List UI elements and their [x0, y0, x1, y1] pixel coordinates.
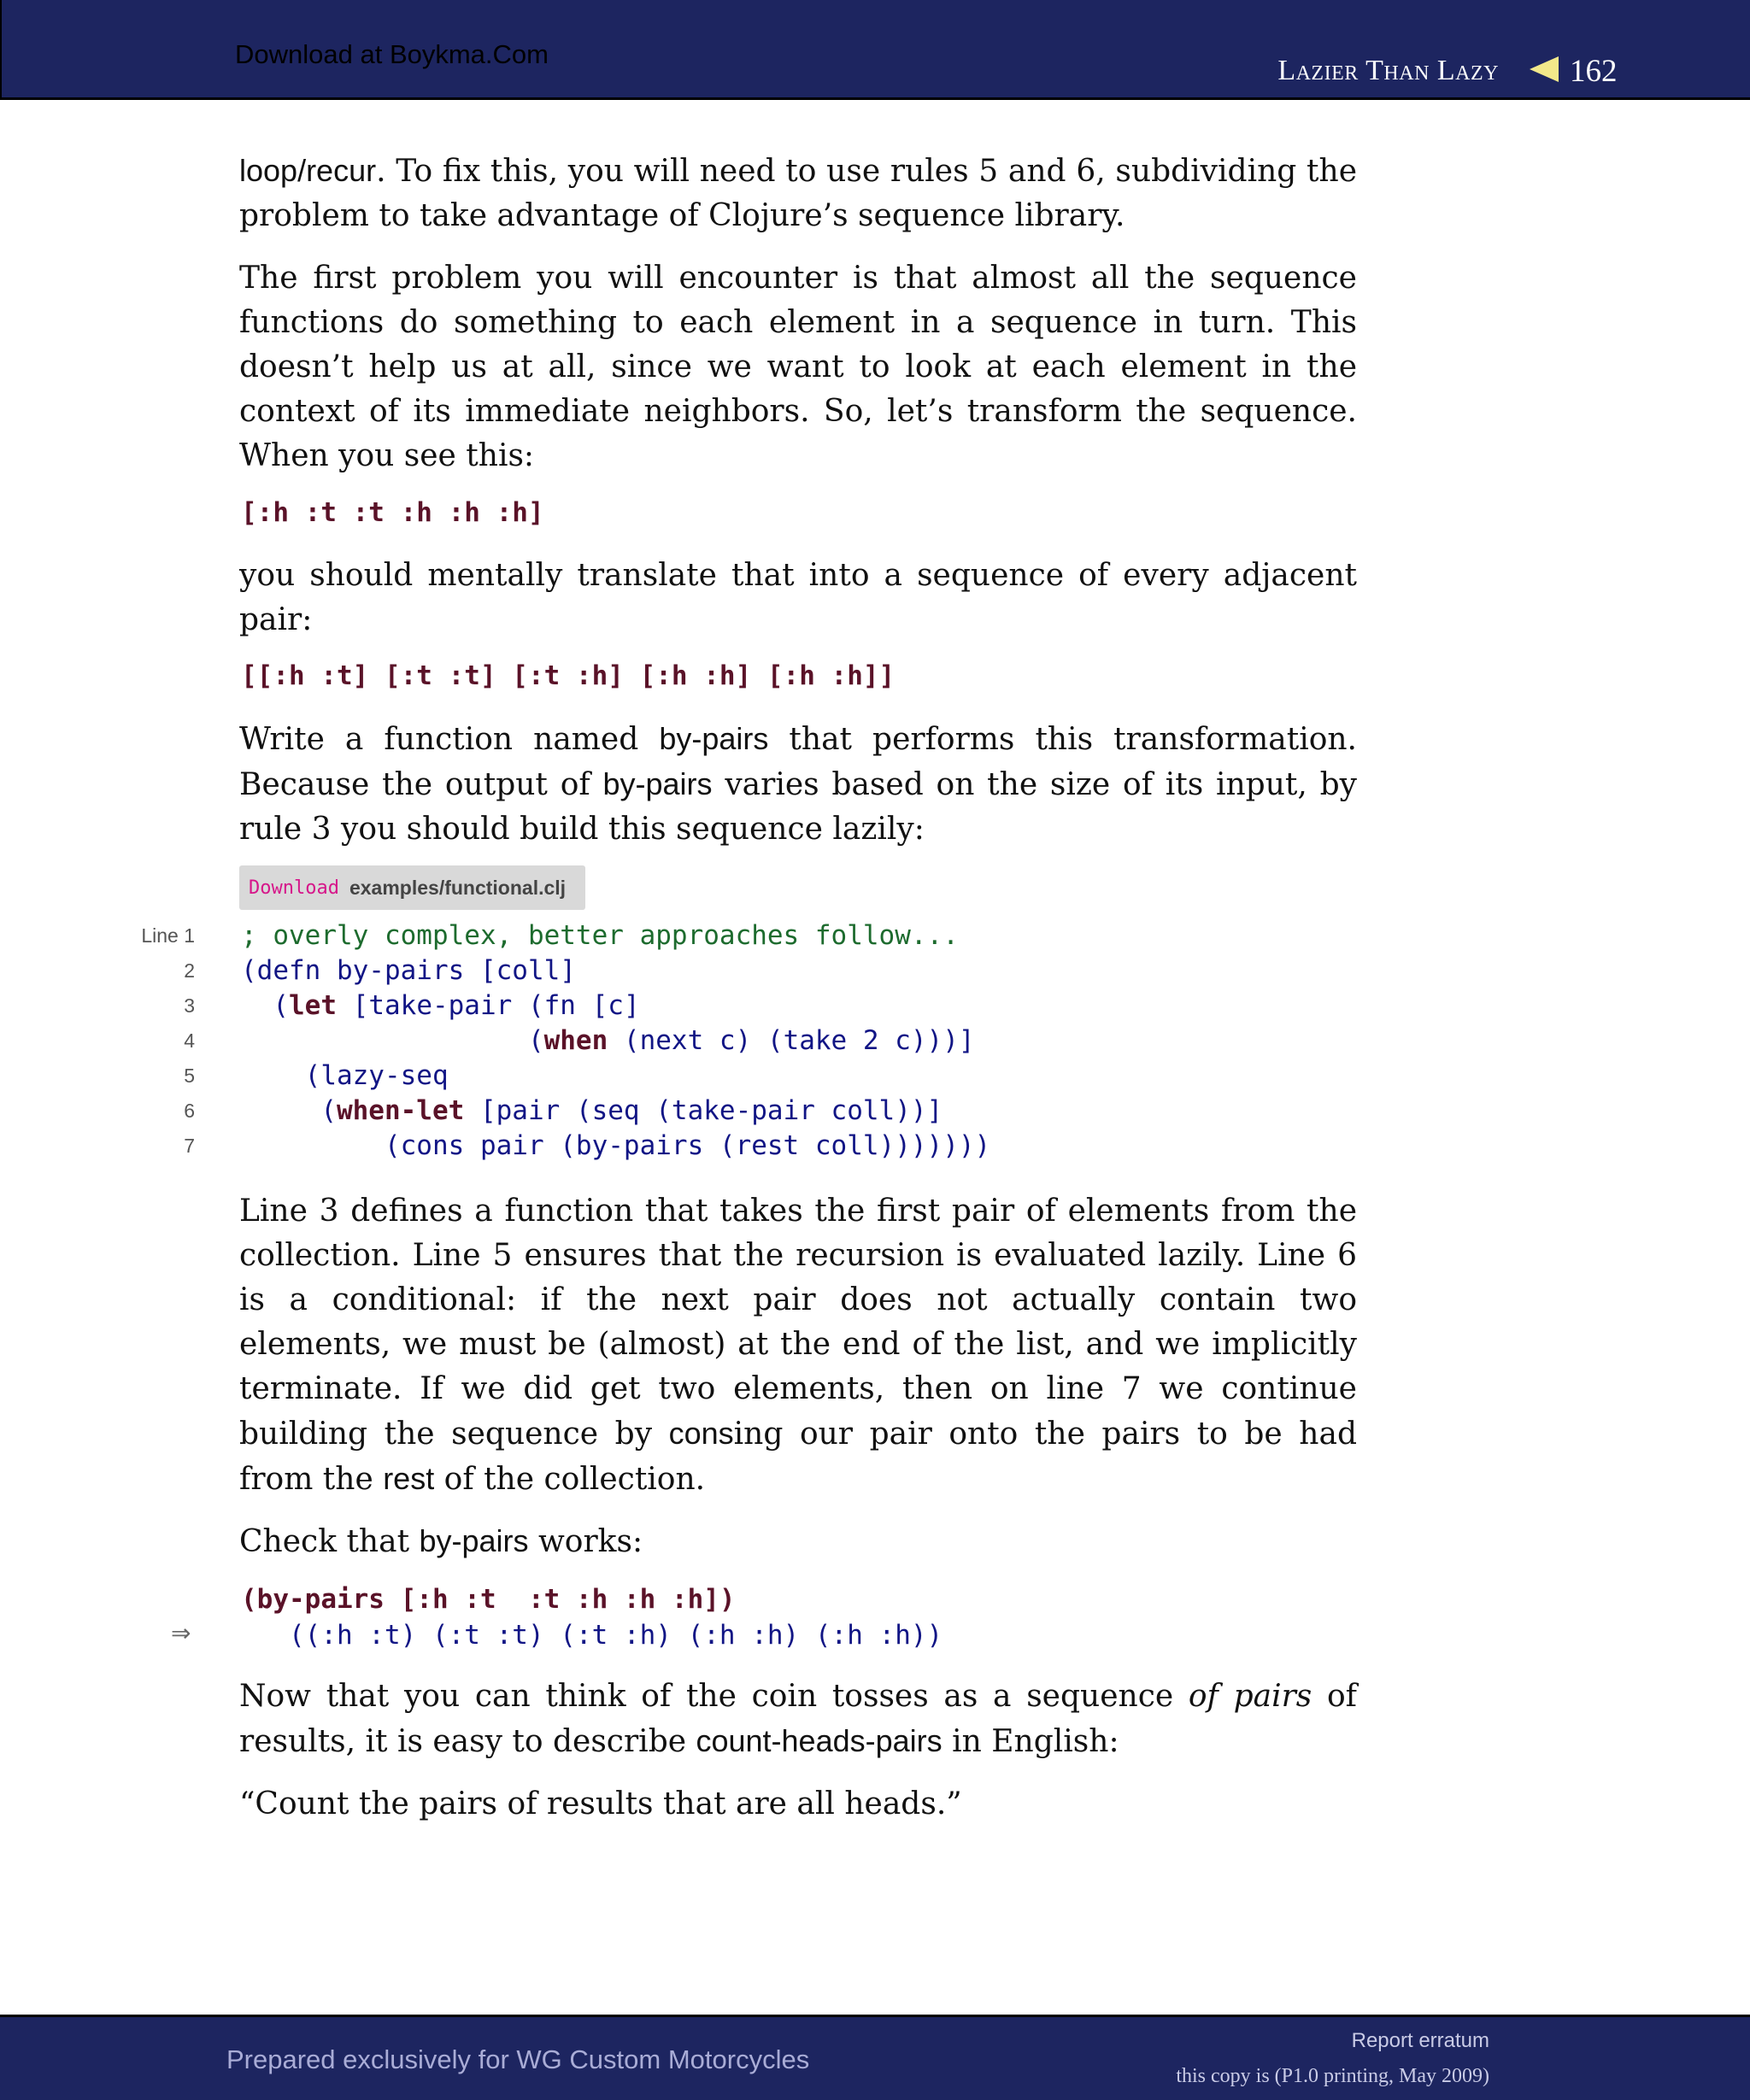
code-token: (next c) (take 2 c)))]: [608, 1025, 975, 1056]
inline-code: loop/recur: [239, 153, 377, 188]
text-run: Line 3 defines a function that takes the first pair of elements from the collection. Line 5 ensures that the recursion is evaluated lazily. Line 6 is a conditional: if the next pair does not actually contain two elements, we must be (almost) at the end of the list, and we implicitly terminate. If we did get two elements, then on line 7 we continue building the sequence by: [239, 1194, 1357, 1452]
line-number: 6: [184, 1100, 195, 1122]
line-number: 7: [184, 1135, 195, 1157]
prepared-for-note: Prepared exclusively for WG Custom Motorcycles: [226, 2044, 810, 2074]
code-line: [241, 1095, 943, 1126]
inline-code: by-pairs: [419, 1523, 529, 1558]
code-token: ; overly complex, better approaches follow...: [241, 920, 959, 951]
line-number: 5: [184, 1065, 195, 1087]
line-number: 3: [184, 994, 195, 1017]
running-title: Lazier Than Lazy: [1277, 55, 1499, 86]
text-run: of results, it is easy to describe: [239, 1679, 1357, 1759]
download-note[interactable]: Download at Boykma.Com: [235, 39, 549, 69]
page-number: 162: [1570, 54, 1618, 89]
paragraph-text: . To fix this, you will need to use rules 5 and 6, subdividing the problem to take advantage of Clojure’s sequence library.: [239, 154, 1357, 233]
code-line: [241, 955, 576, 986]
paragraph-5: [239, 1189, 1357, 1502]
code-token: (defn by-pairs [coll]: [241, 955, 576, 986]
text-run: of the collection.: [434, 1462, 706, 1497]
line-number: Line 1: [141, 924, 195, 947]
code-token: [pair (seq (take-pair coll))]: [464, 1095, 943, 1126]
code-token: (: [241, 990, 289, 1021]
download-link[interactable]: Download: [249, 877, 339, 899]
code-token: (: [241, 1095, 337, 1126]
code-token: (: [241, 1025, 544, 1056]
source-file-path: examples/functional.clj: [349, 876, 567, 899]
code-token: [take-pair (fn [c]: [337, 990, 640, 1021]
paragraph-1: [239, 149, 1357, 238]
paragraph-4: [239, 717, 1357, 852]
code-line: [241, 990, 640, 1021]
paragraph-7: [239, 1675, 1357, 1764]
text-run: Write a function named: [239, 722, 660, 757]
inline-code: by-pairs: [659, 721, 769, 756]
code-line: [241, 1060, 449, 1091]
text-run: ing our pair onto the pairs to be had from the: [239, 1417, 1357, 1497]
line-number: 2: [184, 959, 195, 982]
report-erratum-link[interactable]: Report erratum: [1351, 2029, 1489, 2052]
repl-input: (by-pairs [:h :t :t :h :h :h]): [241, 1584, 736, 1615]
code-line: [241, 920, 959, 951]
previous-page-arrow-icon[interactable]: [1530, 56, 1559, 82]
text-run: works:: [528, 1524, 643, 1559]
page-footer: [0, 2015, 1750, 2100]
paragraph-3: you should mentally translate that into a sequence of every adjacent pair:: [239, 558, 1357, 637]
inline-code: by-pairs: [602, 766, 713, 801]
copy-info: this copy is (P1.0 printing, May 2009): [1176, 2065, 1489, 2087]
text-run: that performs this transformation. Because the output of: [239, 722, 1358, 802]
code-token: (cons pair (by-pairs (rest coll))))))): [241, 1130, 991, 1161]
text-run: Now that you can think of the coin tosses as a sequence: [239, 1679, 1189, 1714]
text-run: in English:: [942, 1724, 1119, 1759]
emphasis: of pairs: [1188, 1679, 1312, 1714]
text-run: Check that: [239, 1524, 420, 1559]
code-token: let: [289, 990, 337, 1021]
code-token: when-let: [336, 1095, 465, 1126]
repl-output: ((:h :t) (:t :t) (:t :h) (:h :h) (:h :h)): [241, 1620, 943, 1651]
page-header: [0, 0, 1750, 100]
code-pairs: [[:h :t] [:t :t] [:t :h] [:h :h] [:h :h]]: [241, 660, 896, 691]
code-line: [241, 1130, 990, 1161]
paragraph-8: “Count the pairs of results that are all heads.”: [239, 1786, 962, 1821]
inline-code: rest: [383, 1461, 435, 1496]
inline-code: cons: [668, 1416, 734, 1451]
code-token: (lazy-seq: [241, 1060, 449, 1091]
code-line: [241, 1025, 975, 1056]
download-source-tag[interactable]: [239, 865, 585, 910]
paragraph-6: [239, 1519, 1357, 1564]
code-token: when: [543, 1025, 608, 1056]
inline-code: count-heads-pairs: [696, 1723, 943, 1758]
line-number: 4: [184, 1029, 195, 1052]
paragraph-2: The first problem you will encounter is that almost all the sequence functions do something to each element in a sequence in turn. This doesn’t help us at all, since we want to look at each element in the context of its immediate neighbors. So, let’s transform the sequence. When you see this:: [239, 261, 1357, 473]
result-arrow-icon: ⇒: [171, 1619, 191, 1647]
text-run: varies based on the size of its input, by rule 3 you should build this sequence lazily:: [239, 767, 1357, 847]
code-sequence: [:h :t :t :h :h :h]: [241, 497, 544, 528]
